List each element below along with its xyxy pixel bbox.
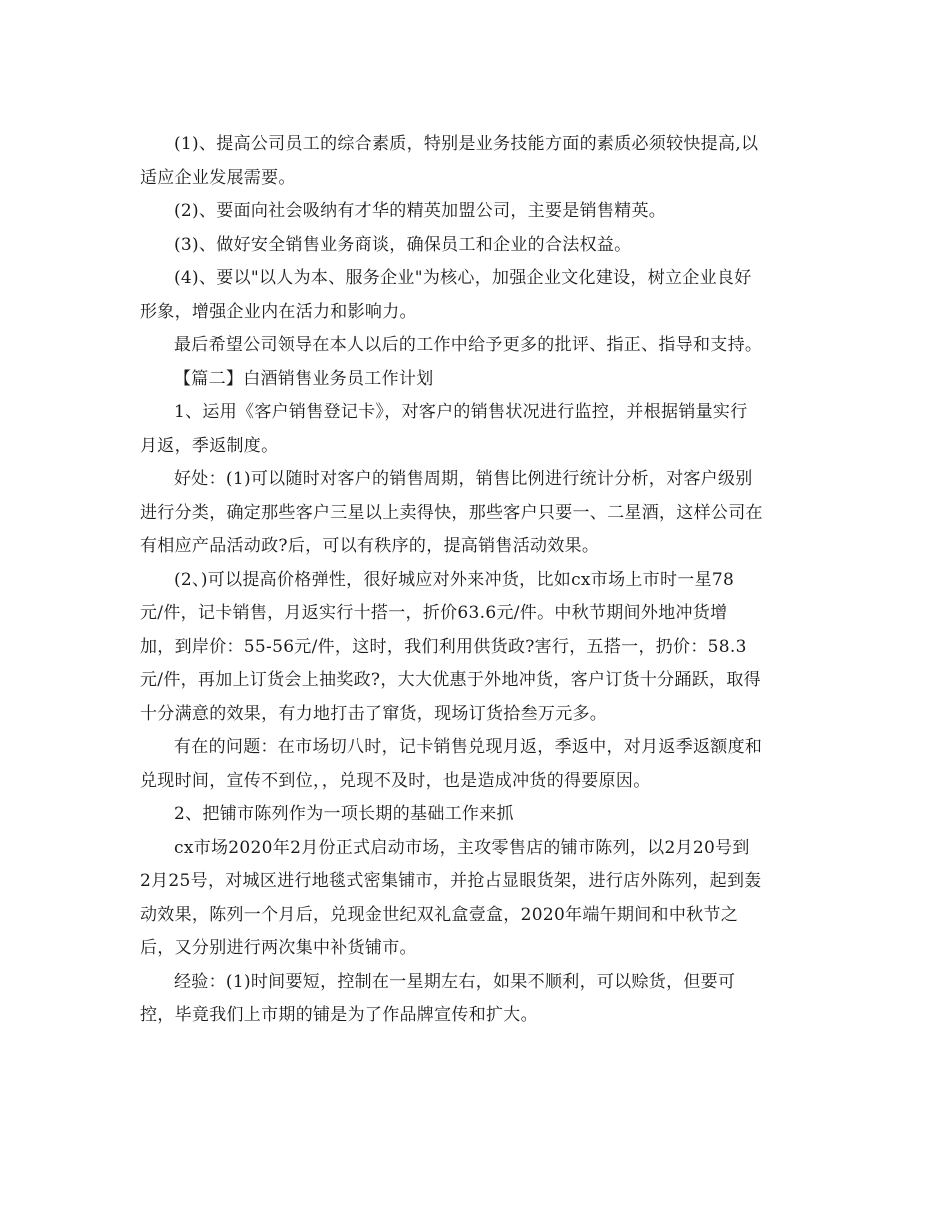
text-line: (2)、要面向社会吸纳有才华的精英加盟公司，主要是销售精英。 bbox=[174, 201, 667, 221]
document-body bbox=[140, 128, 812, 1033]
text-line: 控，毕竟我们上市期的铺是为了作品牌宣传和扩大。 bbox=[140, 1005, 538, 1025]
text-line: 最后希望公司领导在本人以后的工作中给予更多的批评、指正、指导和支持。 bbox=[174, 335, 763, 355]
text-line: 1、运用《客户销售登记卡》，对客户的销售状况进行监控，并根据销量实行 bbox=[174, 402, 748, 422]
text-line: (1)、提高公司员工的综合素质，特别是业务技能方面的素质必须较快提高,以 bbox=[174, 134, 759, 154]
paragraph-1 bbox=[140, 128, 812, 195]
paragraph-13 bbox=[140, 966, 812, 1033]
paragraph-9 bbox=[140, 564, 812, 732]
text-line: 经验：(1)时间要短，控制在一星期左右，如果不顺利，可以赊货，但要可 bbox=[174, 971, 736, 992]
text-line: 后，又分别进行两次集中补货铺市。 bbox=[140, 938, 417, 958]
text-line: (4)、要以"以人为本、服务企业"为核心，加强企业文化建设，树立企业良好 bbox=[174, 268, 752, 288]
text-line: 好处：(1)可以随时对客户的销售周期，销售比例进行统计分析，对客户级别 bbox=[174, 469, 753, 489]
paragraph-4 bbox=[140, 262, 812, 329]
section-title: 【篇二】白酒销售业务员工作计划 bbox=[174, 368, 434, 389]
text-line: cx市场2020年2月份正式启动市场，主攻零售店的铺市陈列，以2月20号到 bbox=[174, 837, 750, 858]
paragraph-10 bbox=[140, 731, 812, 798]
text-line: 有在的问题：在市场切八时，记卡销售兑现月返，季返中，对月返季返额度和 bbox=[174, 737, 763, 757]
paragraph-5 bbox=[140, 329, 812, 363]
paragraph-7 bbox=[140, 396, 812, 463]
text-line: 2、把铺市陈列作为一项长期的基础工作来抓 bbox=[174, 804, 514, 824]
text-line: 元/件，再加上订货会上抽奖政?，大大优惠于外地冲货，客户订货十分踊跃，取得 bbox=[140, 670, 761, 690]
paragraph-12 bbox=[140, 832, 812, 966]
text-line: 动效果，陈列一个月后，兑现金世纪双礼盒壹盒，2020年端午期间和中秋节之 bbox=[140, 904, 739, 925]
text-line: 十分满意的效果，有力地打击了窜货，现场订货拾叁万元多。 bbox=[140, 703, 608, 724]
text-line: (3)、做好安全销售业务商谈，确保员工和企业的合法权益。 bbox=[174, 234, 632, 255]
paragraph-2 bbox=[140, 195, 812, 229]
text-line: 兑现时间，宣传不到位，，兑现不及时，也是造成冲货的得要原因。 bbox=[140, 770, 651, 791]
text-line: 2月25号，对城区进行地毯式密集铺市，并抢占显眼货架，进行店外陈列，起到轰 bbox=[140, 871, 762, 891]
text-line: 进行分类，确定那些客户三星以上卖得快，那些客户只要一、二星酒，这样公司在 bbox=[140, 502, 763, 523]
paragraph-11 bbox=[140, 798, 812, 832]
paragraph-3 bbox=[140, 229, 812, 263]
text-line: 形象，增强企业内在活力和影响力。 bbox=[140, 301, 417, 322]
text-line: 加，到岸价：55-56元/件，这时，我们利用供货政?害行，五搭一，扔价：58.3 bbox=[140, 636, 747, 657]
text-line: 有相应产品活动政?后，可以有秩序的，提高销售活动效果。 bbox=[140, 536, 600, 556]
text-line: 月返，季返制度。 bbox=[140, 435, 279, 456]
text-line: (2、)可以提高价格弹性，很好城应对外来冲货，比如cx市场上市时一星78 bbox=[174, 569, 735, 590]
paragraph-8 bbox=[140, 463, 812, 564]
section-heading bbox=[140, 363, 812, 397]
text-line: 适应企业发展需要。 bbox=[140, 167, 296, 188]
text-line: 元/件，记卡销售，月返实行十搭一，折价63.6元/件。中秋节期间外地冲货增 bbox=[140, 603, 728, 623]
